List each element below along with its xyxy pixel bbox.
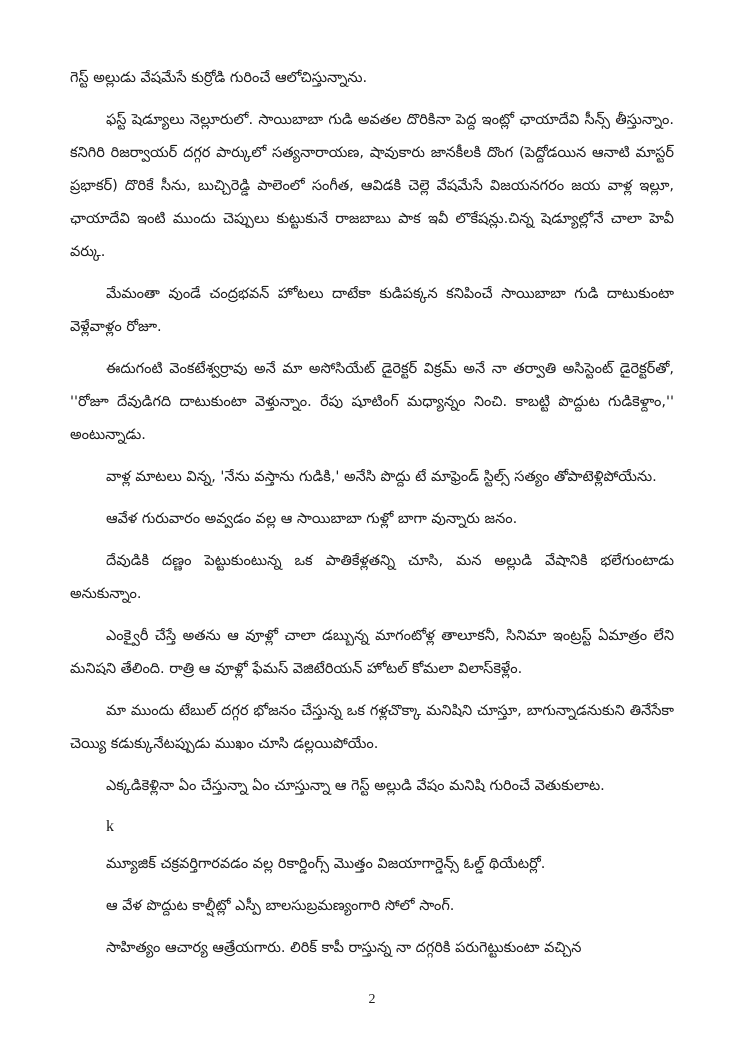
paragraph-10: ఎక్కడికెళ్లినా ఏం చేస్తున్నా ఏం చూస్తున్నా ఆ గెస్ట్ అల్లుడి వేషం మనిషి గురించే వెతుకులాట.: [106, 778, 605, 794]
paragraph-3: మేమంతా వుండే చంద్రభవన్ హోటలు దాటేకా కుడిపక్కన కనిపించే సాయిబాబా గుడి దాటుకుంటా వెళ్లేవాళ్లం రోజూ.: [70, 286, 674, 335]
paragraph-6: ఆవేళ గురువారం అవ్వడం వల్ల ఆ సాయిబాబా గుళ్లో బాగా వున్నారు జనం.: [106, 511, 518, 527]
paragraph-8: ఎంక్వైరీ చేస్తే అతను ఆ వూళ్లో చాలా డబ్బున్న మాగంటోళ్ల తాలూకనీ, సినిమా ఇంట్రస్ట్ ఏమాత్రం లేని మనిషని తేలింది. రాత్రి ఆ వూళ్లో ఫేమస్ వెజిటేరియన్ హోటల్ కోమలా విలాస్‌కెళ్లేం.: [70, 628, 674, 677]
paragraph-1: గెస్ట్ అల్లుడు వేషమేసే కుర్రోడి గురించే ఆలోచిస్తున్నాను.: [70, 70, 368, 86]
paragraph-7: దేవుడికి దణ్ణం పెట్టుకుంటున్న ఒక పాతికేళ్లతన్ని చూసి, మన అల్లుడి వేషానికి భలేగుంటాడు అనుకున్నాం.: [70, 553, 674, 602]
paragraph-5: వాళ్ల మాటలు విన్న, 'నేను వస్తాను గుడికి,' అనేసి పొద్దు టే మాఫ్రెండ్ స్టిల్స్ సత్యం తోపాటెళ్లిపోయేను.: [106, 469, 657, 485]
paragraph-11: మ్యూజిక్ చక్రవర్తిగారవడం వల్ల రికార్డింగ్స్ మొత్తం విజయాగార్డెన్స్ ఓల్డ్ థియేటర్లో.: [106, 856, 546, 872]
paragraph-2: ఫస్ట్ షెడ్యూలు నెల్లూరులో. సాయిబాబా గుడి అవతల దొరికినా పెద్ద ఇంట్లో ఛాయాదేవి సీన్స్ తీస్తున్నాం. కనిగిరి రిజర్వాయర్ దగ్గర పార్కులో సత్యనారాయణ, షావుకారు జానకీలకి దొంగ (పెద్దోడయిన ఆనాటి మాస్టర్ ప్రభాకర్) దొరికే సీను, బుచ్చిరెడ్డి పాలెంలో సంగీత, ఆవిడకి చెల్లె వేషమేసే విజయనగరం జయ వాళ్ల ఇల్లూ, ఛాయాదేవి ఇంటి ముందు చెప్పులు కుట్టుకునే రాజబాబు పాక ఇవీ లొకేషన్లు.చిన్న షెడ్యూల్లోనే చాలా హెవీ వర్కు.: [70, 112, 674, 260]
paragraph-12: ఆ వేళ పొద్దుట కాల్షీట్లో ఎస్పీ బాలసుబ్రమణ్యంగారి సోలో సాంగ్.: [106, 898, 455, 914]
page-number: 2: [368, 992, 376, 1007]
paragraph-4: ఈదుగంటి వెంకటేశ్వర్రావు అనే మా అసోసియేట్ డైరెక్టర్ విక్రమ్ అనే నా తర్వాతి అసిస్టెంట్ డైరెక్టర్‌తో, ''రోజూ దేవుడిగది దాటుకుంటా వెళ్తున్నాం. రేపు షూటింగ్ మధ్యాన్నం నించి. కాబట్టి పొద్దుట గుడికెళ్దాం,'' అంటున్నాడు.: [70, 361, 674, 443]
section-marker: k: [106, 818, 114, 835]
document-page: [70, 62, 674, 974]
paragraph-13: సాహిత్యం ఆచార్య ఆత్రేయగారు. లిరిక్ కాపీ రాస్తున్న నా దగ్గరికి పరుగెట్టుకుంటా వచ్చిన: [106, 940, 582, 956]
paragraph-9: మా ముందు టేబుల్ దగ్గర భోజనం చేస్తున్న ఒక గళ్లచొక్కా మనిషిని చూస్తూ, బాగున్నాడనుకుని తినేసేకా చెయ్యి కడుక్కునేటప్పుడు ముఖం చూసి డల్లయిపోయేం.: [70, 703, 674, 752]
